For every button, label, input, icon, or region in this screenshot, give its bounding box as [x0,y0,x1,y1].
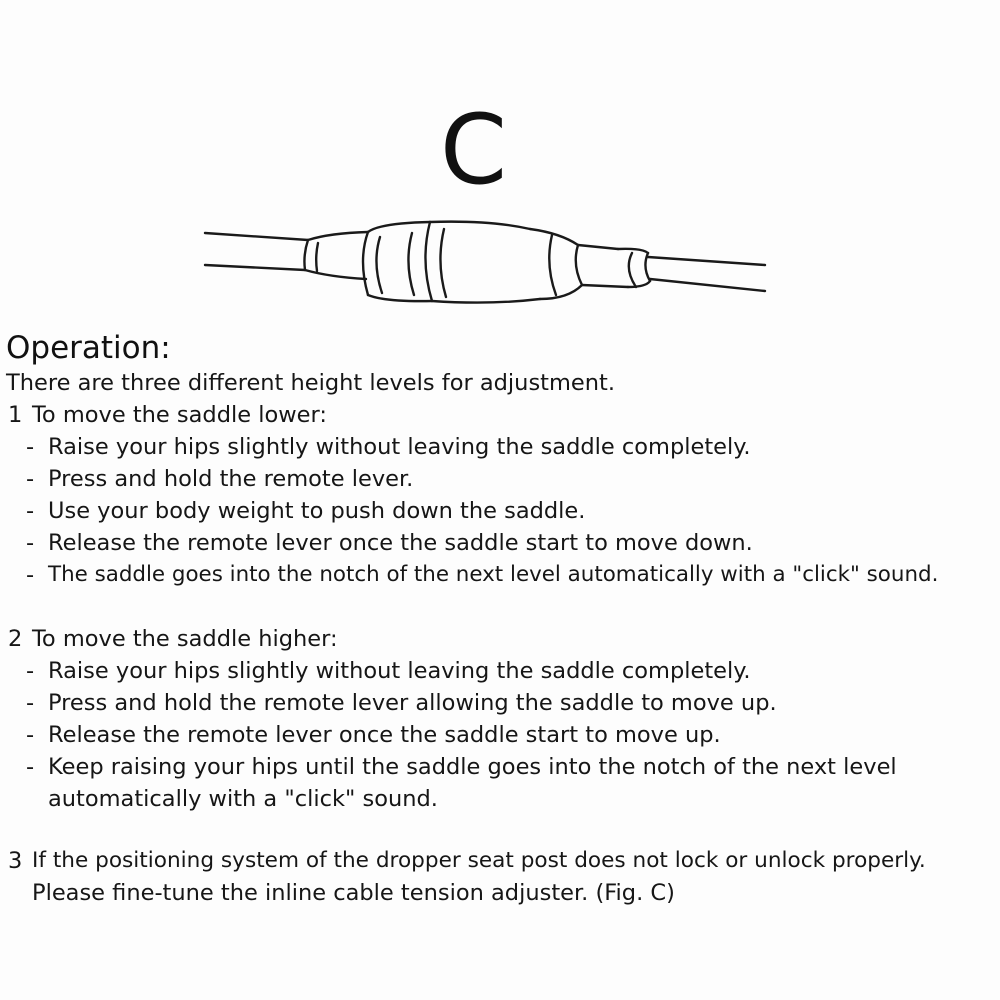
step-3-continuation: Please fine-tune the inline cable tension adjuster. (Fig. C) [32,880,675,906]
step-1-title: To move the saddle lower: [32,402,327,428]
step-3-number: 3 [8,848,23,874]
step-2-bullet-3: Release the remote lever once the saddle start to move up. [48,722,721,748]
step-1-bullet-1: Raise your hips slightly without leaving the saddle completely. [48,434,751,460]
cable-adjuster-illustration [200,215,780,315]
left-ferrule [304,240,308,270]
step-2-title: To move the saddle higher: [32,626,338,652]
bullet-marker: - [26,562,35,588]
step-1-bullet-5: The saddle goes into the notch of the next level automatically with a "click" sound. [48,562,939,587]
step-1-number: 1 [8,402,23,428]
bullet-marker: - [26,754,35,780]
bullet-marker: - [26,466,35,492]
intro-text: There are three different height levels for adjustment. [6,370,615,396]
bullet-marker: - [26,434,35,460]
step-2-bullet-2: Press and hold the remote lever allowing the saddle to move up. [48,690,777,716]
step-1-bullet-2: Press and hold the remote lever. [48,466,414,492]
step-2-bullet-4-continuation: automatically with a "click" sound. [48,786,438,812]
step-2-number: 2 [8,626,23,652]
step-2-bullet-1: Raise your hips slightly without leaving the saddle completely. [48,658,751,684]
bullet-marker: - [26,722,35,748]
right-ferrule [578,245,618,249]
barrel-adjuster [363,232,368,295]
step-1-bullet-3: Use your body weight to push down the saddle. [48,498,586,524]
bullet-marker: - [26,658,35,684]
step-1-bullet-4: Release the remote lever once the saddle start to move down. [48,530,753,556]
operation-heading: Operation: [6,330,171,366]
step-2-bullet-4: Keep raising your hips until the saddle goes into the notch of the next level [48,754,897,780]
bullet-marker: - [26,690,35,716]
bullet-marker: - [26,498,35,524]
figure-label: C [440,94,508,206]
step-3-title: If the positioning system of the dropper seat post does not lock or unlock properly. [32,848,926,873]
bullet-marker: - [26,530,35,556]
left-cable [205,233,308,240]
right-cable [648,257,765,265]
